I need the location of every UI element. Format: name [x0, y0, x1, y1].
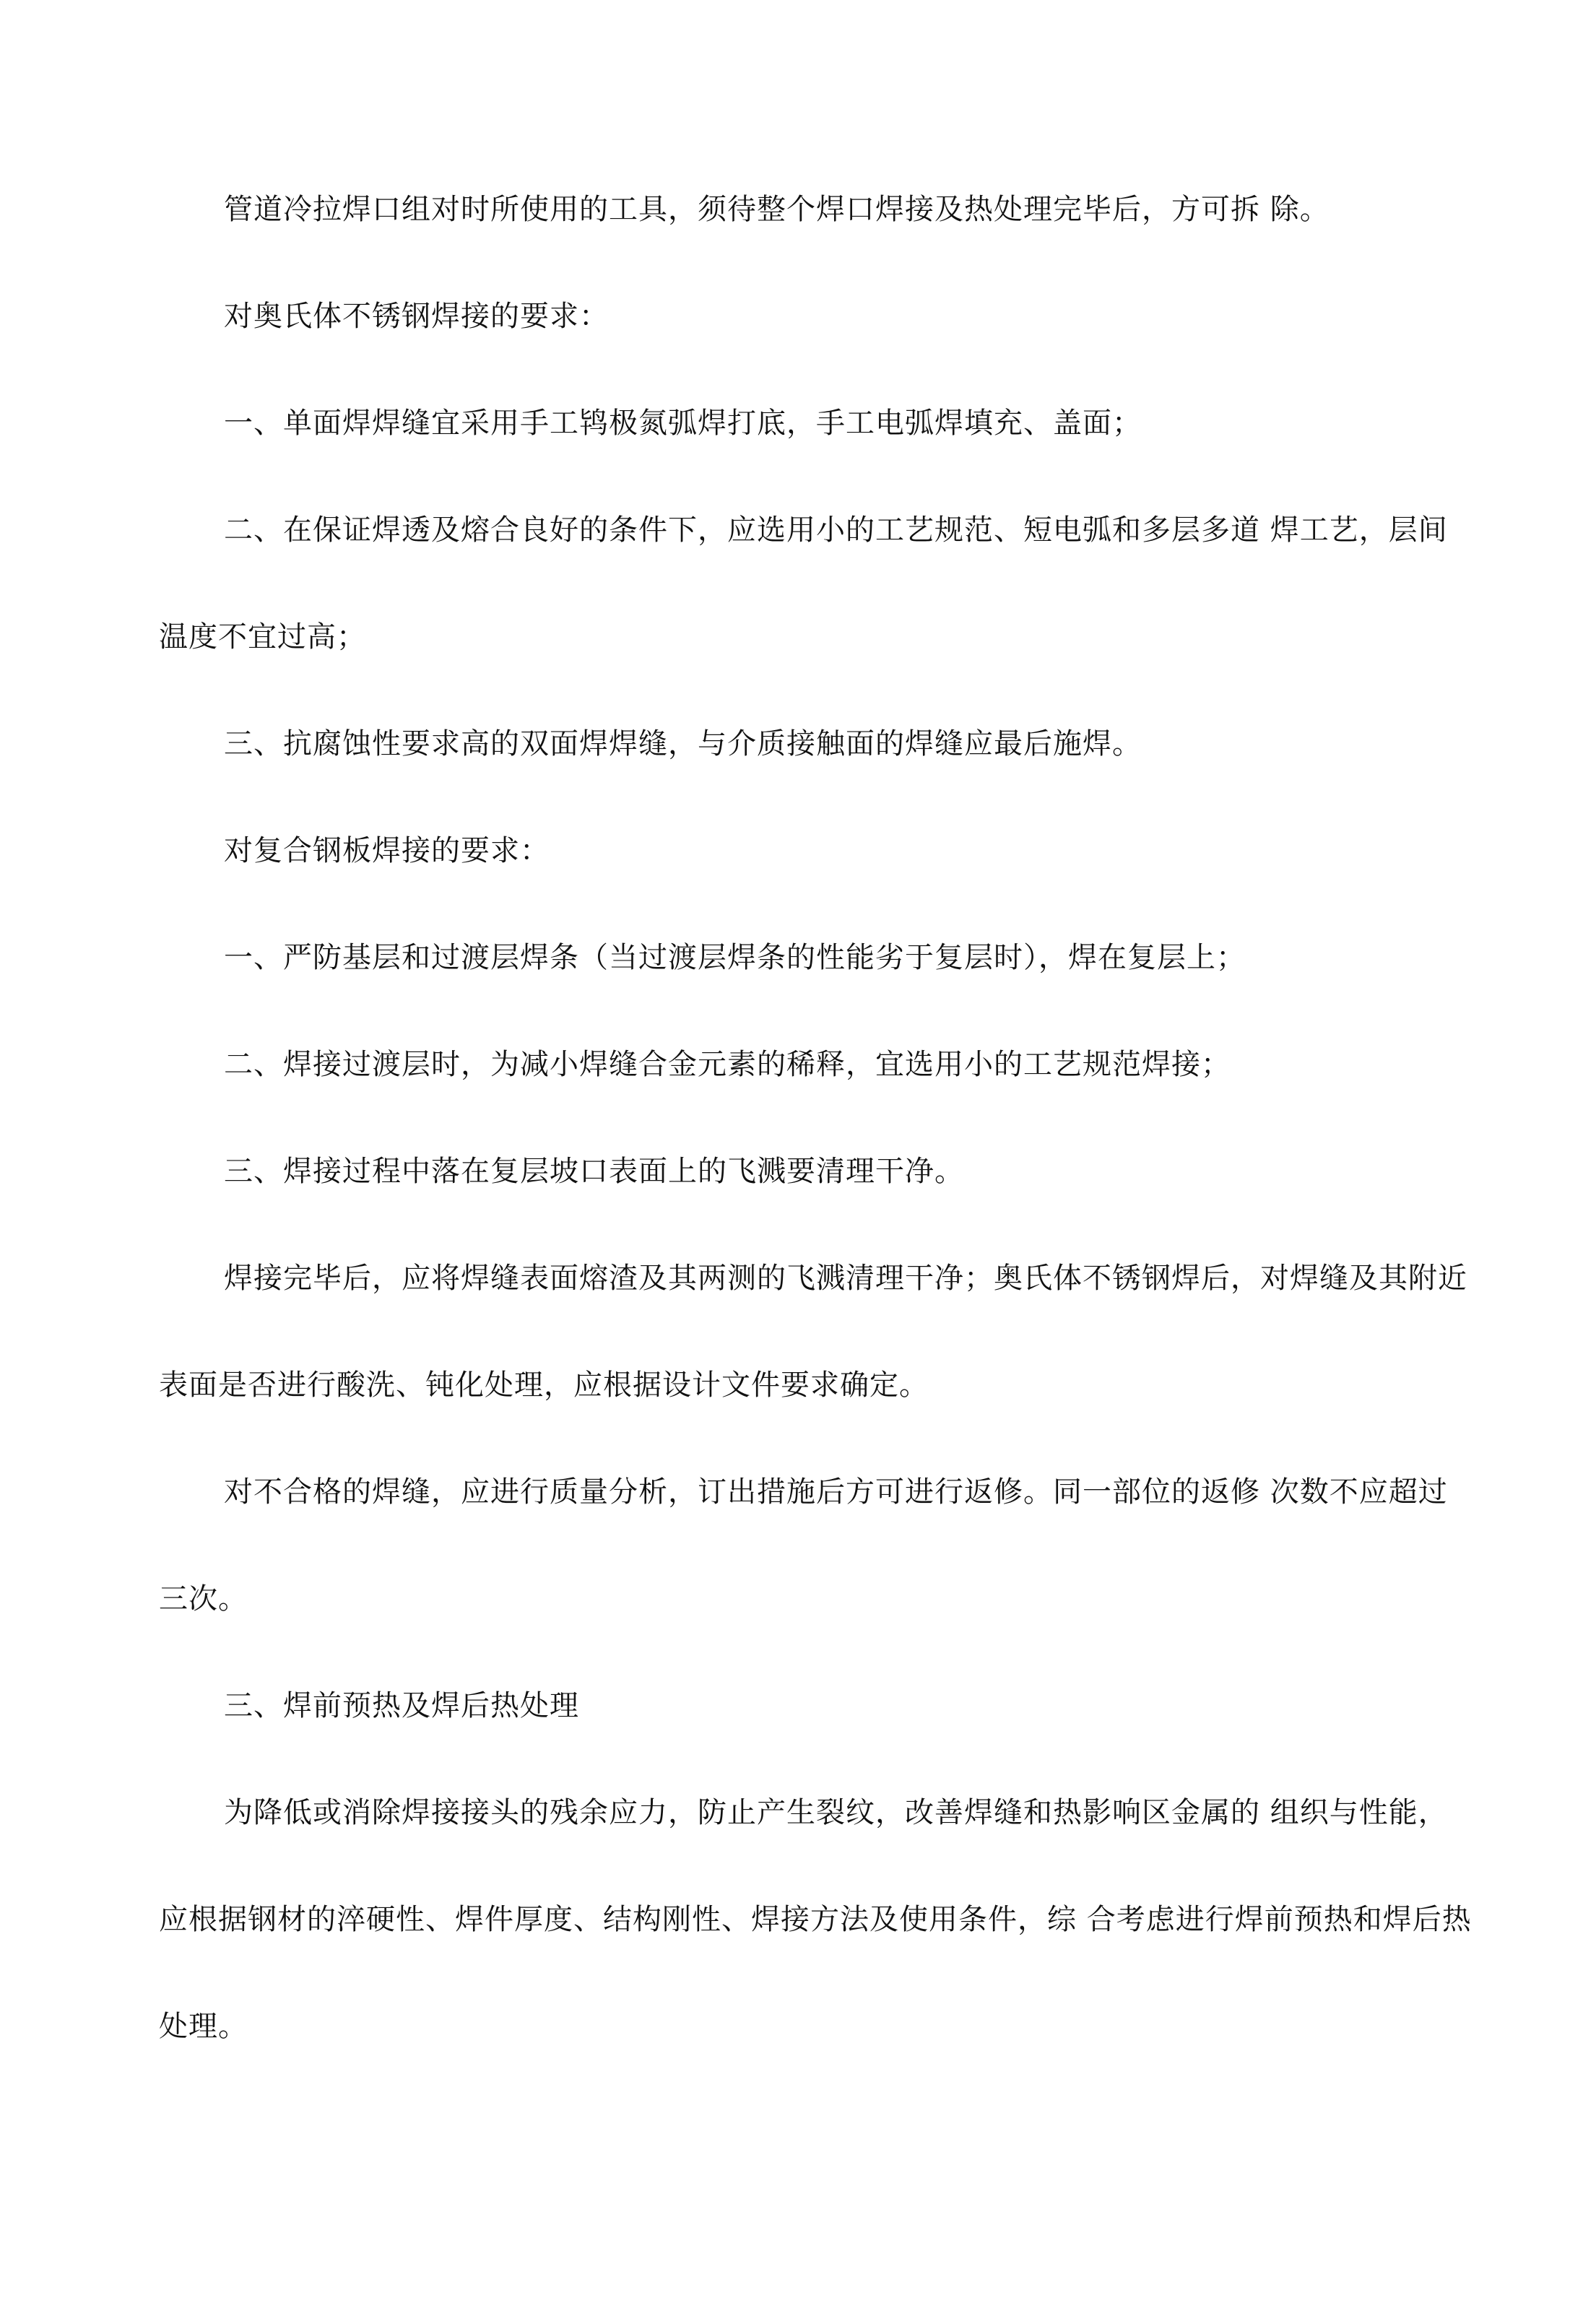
- paragraph-clad-item-1: 一、严防基层和过渡层焊条（当过渡层焊条的性能劣于复层时），焊在复层上；: [224, 941, 1246, 974]
- heading-clad-plate-requirements: 对复合钢板焊接的要求：: [224, 834, 550, 867]
- paragraph-austenitic-item-2: 二、在保证焊透及熔合良好的条件下，应选用小的工艺规范、短电弧和多层多道 焊工艺，层间温度不宜过高；: [159, 513, 1448, 654]
- paragraph-cold-pull-tooling: 管道冷拉焊口组对时所使用的工具，须待整个焊口焊接及热处理完毕后，方可拆 除。: [224, 193, 1330, 226]
- paragraph-post-weld-cleaning: 焊接完毕后，应将焊缝表面熔渣及其两测的飞溅清理干净；奥氏体不锈钢焊后，对焊缝及其附近表面是否进行酸洗、钝化处理，应根据设计文件要求确定。: [159, 1262, 1467, 1402]
- section-heading-preheat: 三、焊前预热及焊后热处理: [224, 1689, 579, 1722]
- paragraph-preheat-purpose: 为降低或消除焊接接头的残余应力，防止产生裂纹，改善焊缝和热影响区金属的 组织与性能，应根据钢材的淬硬性、焊件厚度、结构刚性、焊接方法及使用条件，综 合考虑进行焊前预热和焊后热处理。: [159, 1796, 1472, 2043]
- heading-austenitic-requirements: 对奥氏体不锈钢焊接的要求：: [224, 300, 609, 333]
- paragraph-clad-item-3: 三、焊接过程中落在复层坡口表面上的飞溅要清理干净。: [224, 1155, 964, 1188]
- paragraph-clad-item-2: 二、焊接过渡层时，为减小焊缝合金元素的稀释，宜选用小的工艺规范焊接；: [224, 1048, 1231, 1081]
- paragraph-austenitic-item-1: 一、单面焊焊缝宜采用手工鸨极氮弧焊打底，手工电弧焊填充、盖面；: [224, 407, 1142, 440]
- paragraph-repair-limit: 对不合格的焊缝，应进行质量分析，订出措施后方可进行返修。同一部位的返修 次数不应超过三次。: [159, 1475, 1448, 1615]
- paragraph-austenitic-item-3: 三、抗腐蚀性要求高的双面焊焊缝，与介质接触面的焊缝应最后施焊。: [224, 727, 1142, 760]
